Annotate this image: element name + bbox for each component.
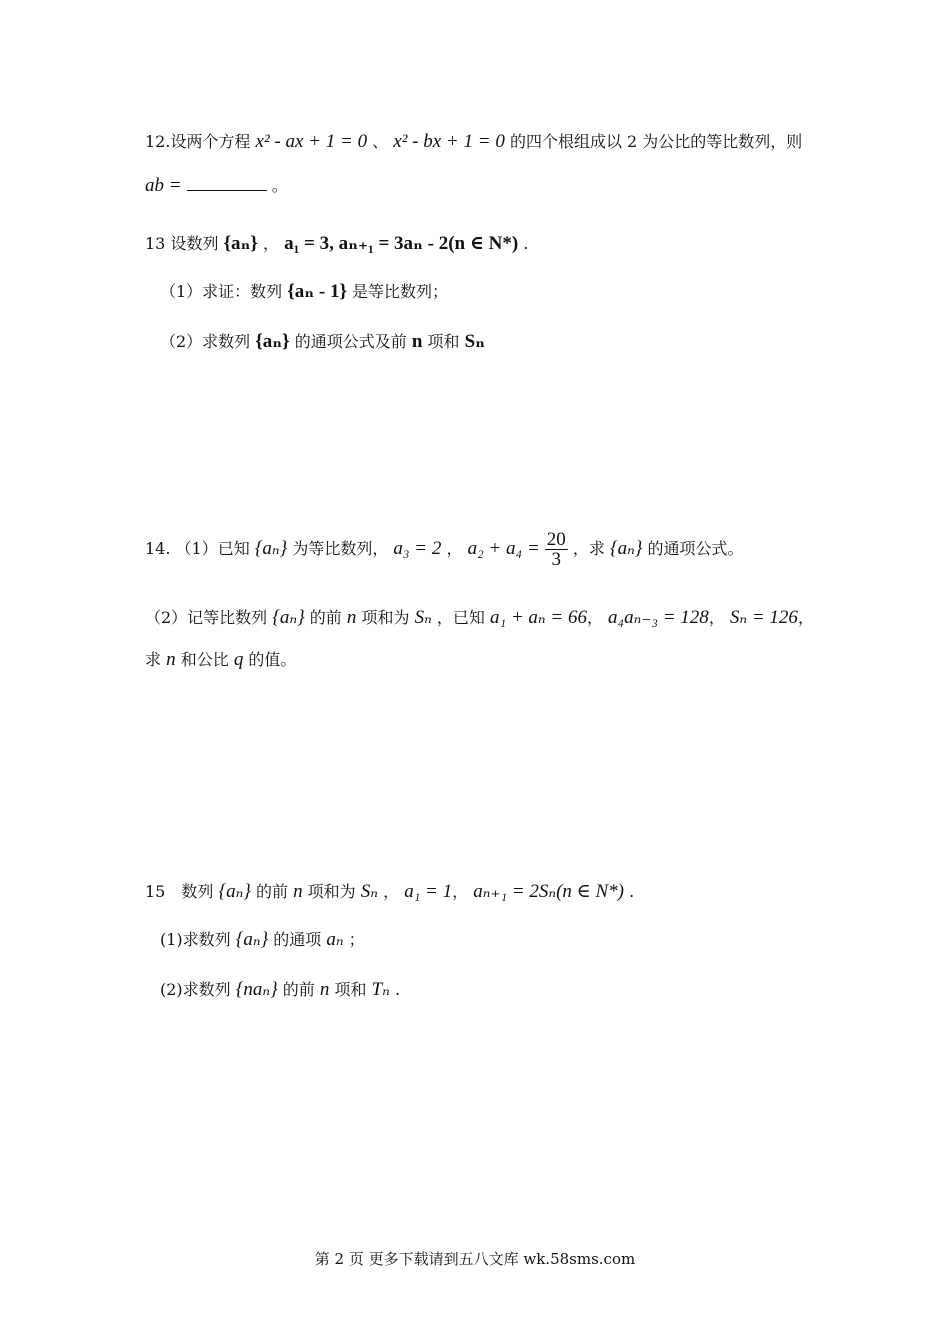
q14-part2-label: （2）记等比数列 [145, 608, 268, 627]
q14-text2: ，求 [572, 539, 605, 558]
q14-label: 14. （1）已知 [145, 539, 250, 558]
q13-condition: a₁ = 3, aₙ₊₁ = 3aₙ - 2(n ∈ N*) [284, 233, 519, 254]
q14-a3: a₃ = 2 [393, 538, 442, 559]
q13-part1-sequence: {aₙ - 1} [287, 281, 347, 302]
q12-tail: 的四个根组成以 2 为公比的等比数列，则 [509, 132, 803, 151]
q15-label: 15 数列 [145, 882, 214, 901]
q15-part1-sequence: {aₙ} [235, 929, 269, 950]
q14-condition-c: Sₙ = 126 [729, 607, 798, 628]
q13-part2-sum: Sₙ [464, 331, 486, 352]
q15-part2-sequence: {naₙ} [235, 979, 278, 1000]
q15-line1: 15 数列 {aₙ} 的前 n 项和为 Sₙ ， a₁ = 1， aₙ₊₁ = 2Sₙ(n ∈ N*) . [145, 881, 635, 902]
q15-n: n [293, 881, 303, 902]
q13-part2-n: n [411, 331, 423, 352]
q14-part2-line1: （2）记等比数列 {aₙ} 的前 n 项和为 Sₙ ，已知 a₁ + aₙ = 66， a₄aₙ₋₃ = 128， Sₙ = 126， [145, 607, 814, 628]
q13-part1-label: （1）求证：数列 [160, 282, 283, 301]
q12-answer-blank [187, 176, 267, 191]
q12-ab: ab = [145, 175, 182, 196]
q15-a1: a₁ = 1 [404, 881, 453, 902]
q13-part2-text: 的通项公式及前 [294, 332, 407, 351]
q13-end: . [523, 234, 529, 253]
q13-comma: ， [262, 234, 279, 253]
q13-label: 13 设数列 [145, 234, 219, 253]
q15-sequence: {aₙ} [218, 881, 251, 902]
q13-part2-sequence: {aₙ} [255, 331, 290, 352]
q15-part2 [160, 980, 400, 999]
q12-separator: 、 [372, 132, 389, 151]
q12-period: 。 [271, 176, 288, 195]
q12-label: 12.设两个方程 [145, 132, 251, 151]
q15-condition: aₙ₊₁ = 2Sₙ(n ∈ N*) [473, 881, 624, 902]
q13-part1-tail: 是等比数列； [352, 282, 449, 301]
q14-line3-q: q [233, 649, 244, 670]
q15-part1-label: (1)求数列 [160, 930, 231, 949]
q13-part2-label: （2）求数列 [160, 332, 251, 351]
q14-line3-n: n [166, 649, 176, 670]
q15-text2: 项和为 [307, 882, 356, 901]
q13-part1 [160, 282, 448, 301]
q15-end: . [629, 882, 635, 901]
q14-sequence: {aₙ} [254, 538, 288, 559]
q15-part2-text2: 项和 [334, 980, 367, 999]
q13-part2 [160, 332, 485, 351]
q13-line1 [145, 234, 528, 253]
q12-equation-2: x² - bx + 1 = 0 [393, 131, 505, 152]
q15-part2-n: n [319, 979, 330, 1000]
q14-part2-sequence: {aₙ} [272, 607, 305, 628]
q14-sequence-2: {aₙ} [609, 538, 643, 559]
page-footer: 第 2 页 更多下载请到五八文库 wk.58sms.com [314, 1250, 636, 1268]
q14-fraction-numerator: 20 [546, 529, 566, 550]
q15-part1-text: 的通项 [273, 930, 322, 949]
q15-part2-T: Tₙ [371, 979, 390, 1000]
q12-line2 [145, 176, 288, 195]
q15-text1: 的前 [255, 882, 288, 901]
q14-fraction-denominator: 3 [551, 549, 562, 570]
q14-a2-a4: a₂ + a₄ = [467, 538, 540, 559]
q12-line1 [145, 132, 802, 151]
q14-part2-sum: Sₙ [414, 607, 432, 628]
q15-part1-end: ； [348, 930, 365, 949]
q14-line1 [145, 530, 743, 569]
q14-line3-text3: 的值。 [248, 650, 297, 669]
q14-comma: ， [446, 539, 463, 558]
q15-part1-an: aₙ [326, 929, 344, 950]
q13-sequence: {aₙ} [223, 233, 258, 254]
q15-part2-end: . [394, 980, 401, 999]
q14-text1: 为等比数列， [292, 539, 389, 558]
q14-fraction [545, 530, 568, 569]
q15-part2-text1: 的前 [282, 980, 315, 999]
q14-part2-text2: 项和为 [361, 608, 410, 627]
q14-line3-text2: 和公比 [180, 650, 229, 669]
q14-part2-text3: ，已知 [436, 608, 485, 627]
q13-part2-text2: 项和 [427, 332, 460, 351]
q14-condition-b: a₄aₙ₋₃ = 128 [608, 607, 709, 628]
q14-line3-text1: 求 [145, 650, 162, 669]
q15-part2-label: (2)求数列 [160, 980, 231, 999]
q15-comma: ， [383, 882, 400, 901]
q12-equation-1: x² - ax + 1 = 0 [255, 131, 368, 152]
q14-text3: 的通项公式。 [647, 539, 744, 558]
q15-part1 [160, 930, 365, 949]
q14-part2-n: n [346, 607, 357, 628]
q14-part2-text1: 的前 [309, 608, 342, 627]
q14-part2-line2 [145, 650, 296, 669]
q14-condition-a: a₁ + aₙ = 66 [490, 607, 587, 628]
q15-sum: Sₙ [360, 881, 378, 902]
